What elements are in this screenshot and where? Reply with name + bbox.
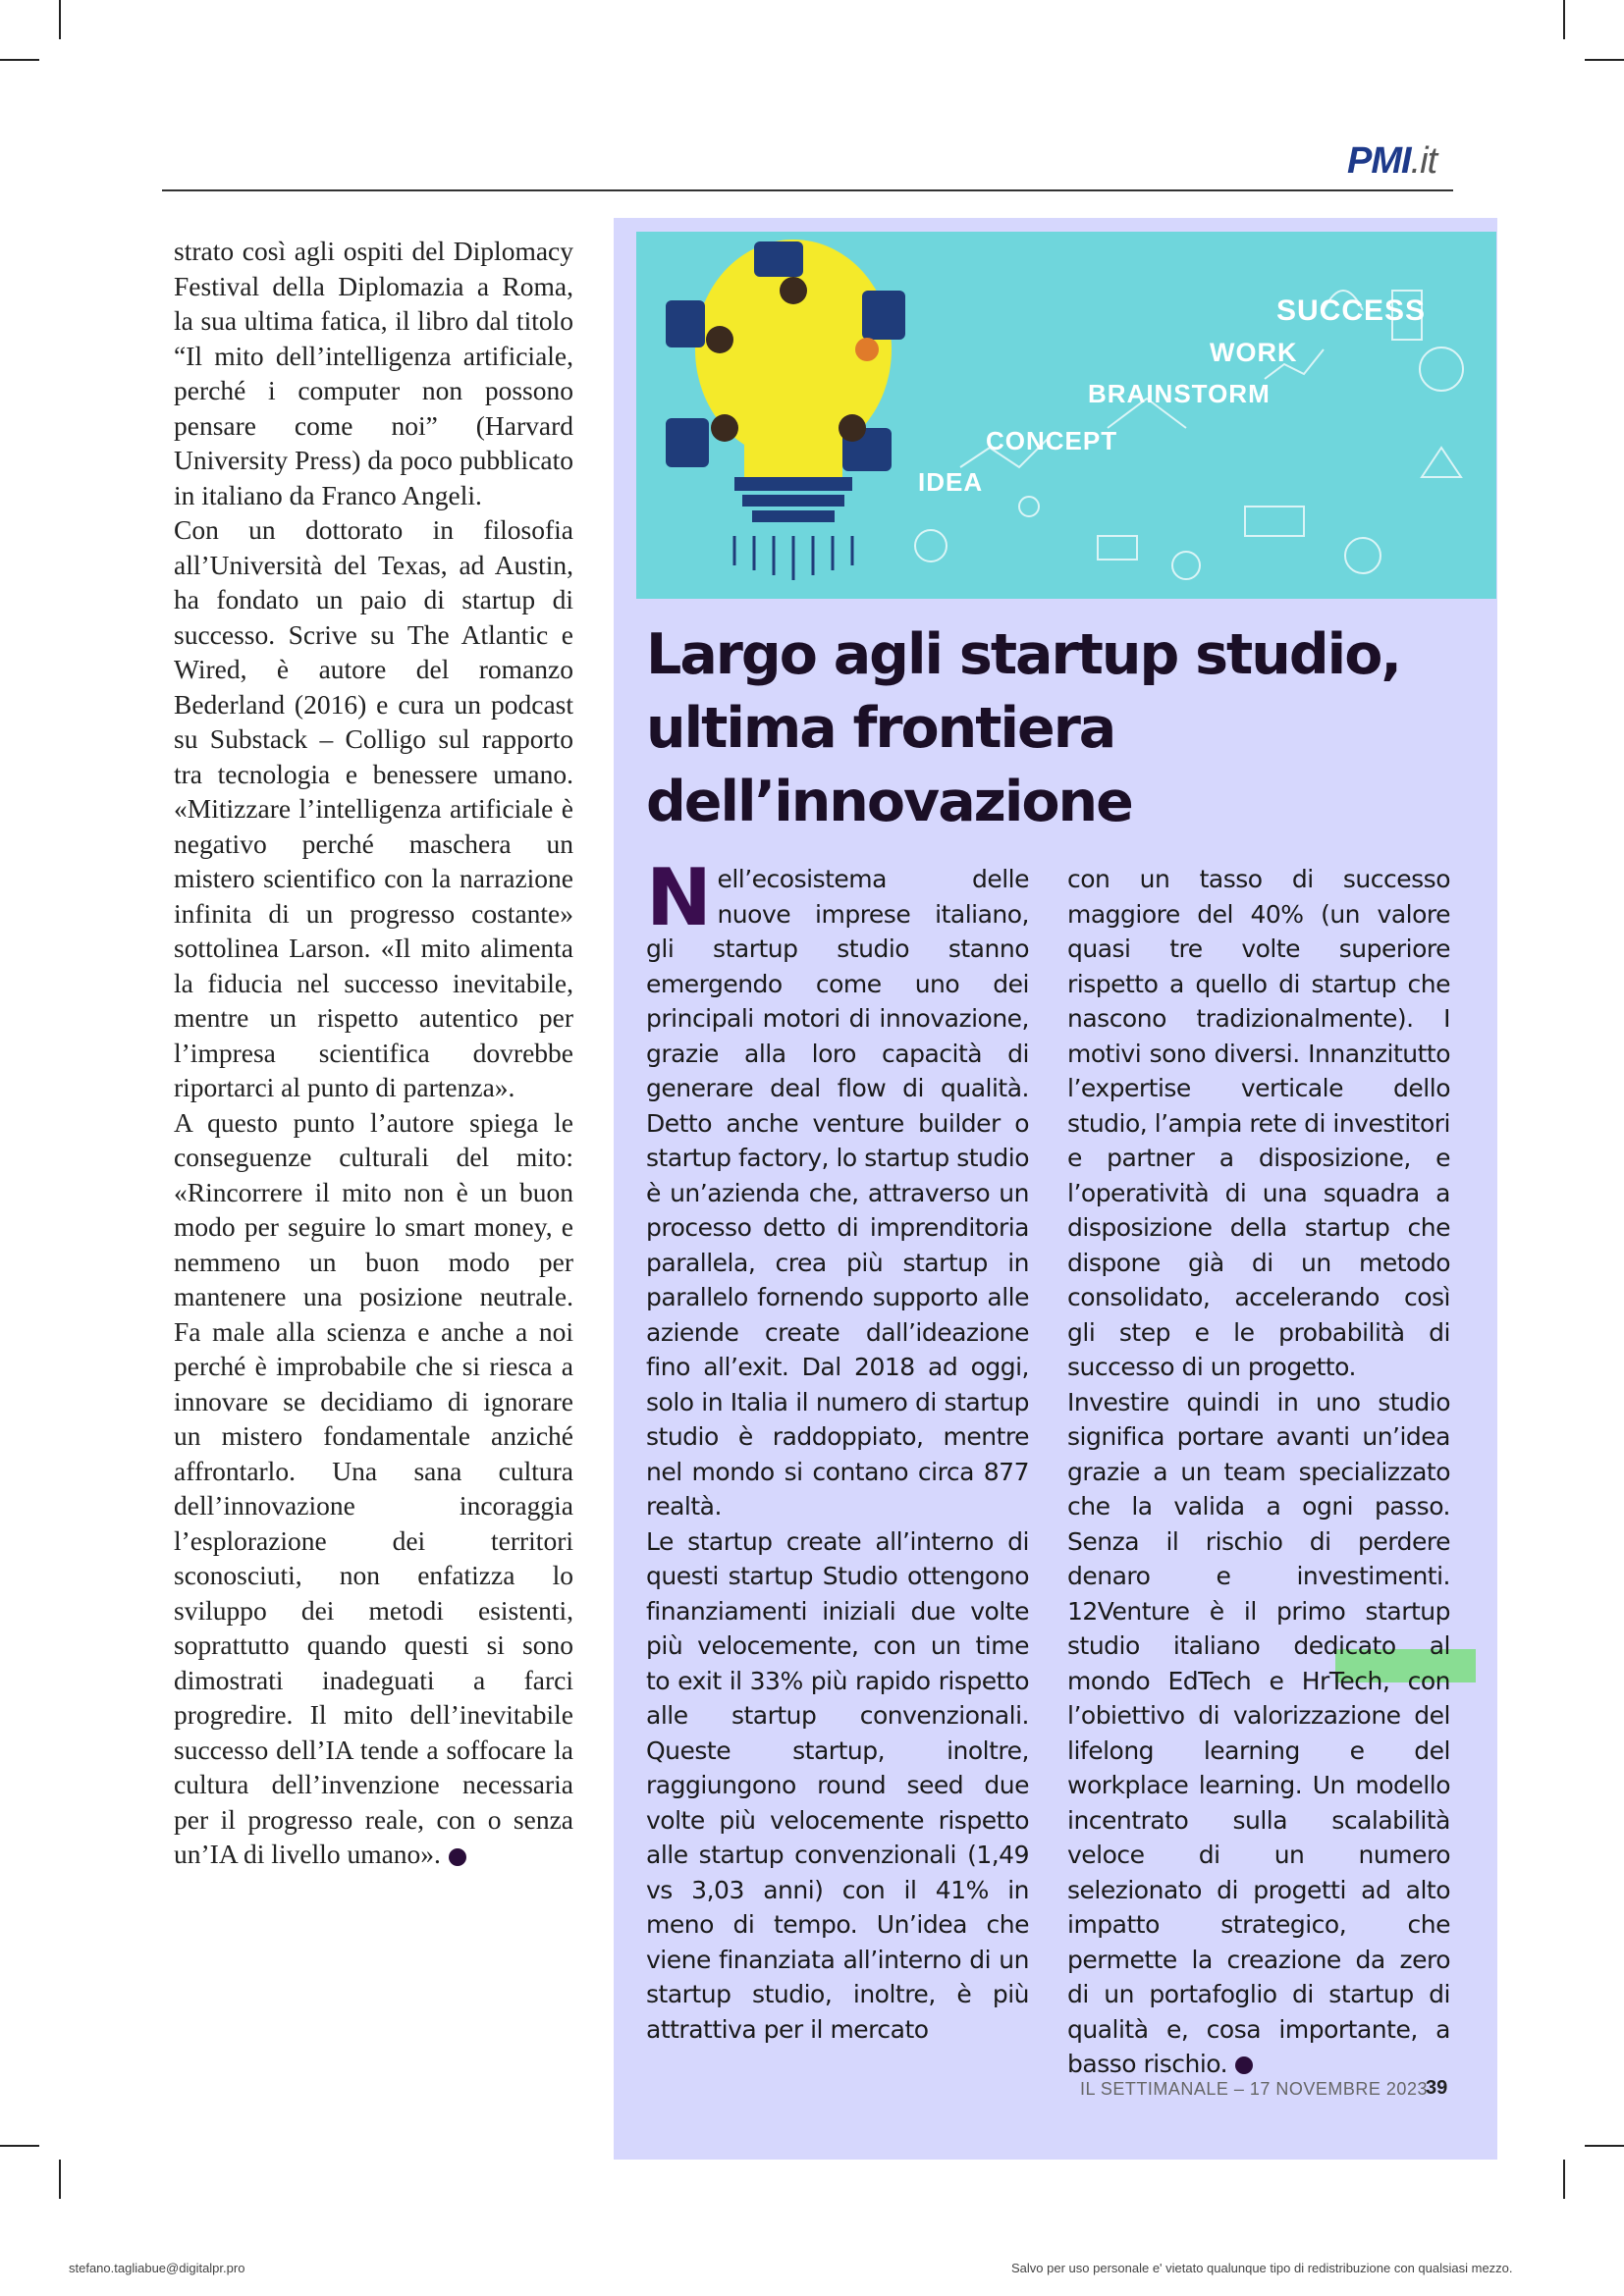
crop-mark — [59, 0, 61, 39]
article-column-left — [646, 852, 1029, 2047]
hero-word: WORK — [1210, 338, 1298, 367]
headline-line: Largo agli startup studio, — [646, 622, 1401, 687]
article-column-right — [1067, 862, 1450, 2082]
left-column-text — [174, 234, 573, 1872]
redistribution-notice: Salvo per uso personale e' vietato qualunque tipo di redistribuzione con qualsiasi mezzo. — [1011, 2261, 1513, 2275]
paragraph: strato così agli ospiti del Diplomacy Festival della Diplomazia a Roma, la sua ultima fatica, il libro dal titolo “Il mito dell’intelligenza artificiale, perché i computer non possono pensare come noi” (Harvard University Press) da poco pubblicato in italiano da Franco Angeli. — [174, 236, 573, 510]
hero-illustration — [636, 232, 1496, 599]
page-number: 39 — [1426, 2077, 1448, 2099]
headline-line: ultima frontiera — [646, 696, 1115, 761]
paragraph-text: Investire quindi in uno studio significa portare avanti un’idea grazie a un team specializzato che la valida a ogni passo. Senza il rischio di perdere denaro e investimenti. 12Venture è il primo startup studio italiano dedicato al mondo EdTech e HrTech, con l’obiettivo di valorizzazione del lifelong learning e del workplace learning. Un modello incentrato sulla scalabilità veloce di un numero selezionato di progetti ad alto impatto strategico, che permette la creazione da zero di un portafoglio di startup di qualità e, cosa importante, a basso rischio. — [1067, 1387, 1450, 2078]
paragraph-text: ell’ecosistema delle nuove imprese italiano, gli startup studio stanno emergendo come uno dei principali motori di innovazione, grazie alla loro capacità di generare deal flow di qualità. Detto anche venture builder o startup factory, lo startup studio è un’azienda che, attraverso un processo detto di imprenditoria parallela, crea più startup in parallelo fornendo supporto alle aziende create dall’ideazione fino all’exit. Dal 2018 ad oggi, solo in Italia il numero di startup studio è raddoppiato, mentre nel mondo si contano circa 877 realtà. — [646, 865, 1029, 1521]
crop-mark — [1585, 2145, 1624, 2147]
hero-word: IDEA — [918, 467, 984, 497]
subscriber-email: stefano.tagliabue@digitalpr.pro — [69, 2261, 245, 2275]
logo-ext: .it — [1410, 140, 1437, 182]
paragraph — [1067, 1385, 1450, 2082]
article-headline — [646, 618, 1471, 839]
header-rule — [162, 189, 1453, 191]
crop-mark — [0, 2145, 39, 2147]
end-mark-icon — [1235, 2056, 1253, 2074]
paragraph: Le startup create all’interno di questi startup Studio ottengono finanziamenti iniziali due volte più velocemente, con un time to exit il 33% più rapido rispetto alle startup convenzionali. Queste startup, inoltre, raggiungono round seed due volte più velocemente rispetto alle startup convenzionali (1,49 vs 3,03 anni) con il 41% in meno di tempo. Un’idea che viene finanziata all’interno di un startup studio, inoltre, è più attrattiva per il mercato — [646, 1526, 1029, 2044]
crop-mark — [1585, 59, 1624, 61]
paragraph: con un tasso di successo maggiore del 40% (un valore quasi tre volte superiore rispetto a quello di startup che nascono tradizionalmente). I motivi sono diversi. Innanzitutto l’expertise verticale dello studio, l’ampia rete di investitori e partner a disposizione, e l’operatività di una squadra a disposizione della startup che dispone già di un metodo consolidato, accelerando così gli step e le probabilità di successo di un progetto. — [1067, 865, 1450, 1381]
paragraph — [174, 1105, 573, 1872]
publication-logo — [1347, 140, 1436, 183]
teamwork-illustration-icon — [636, 232, 1496, 599]
headline-line: dell’innovazione — [646, 770, 1132, 834]
paragraph-text: A questo punto l’autore spiega le conseguenze culturali del mito: «Rincorrere il mito non è un buon modo per seguire lo smart money, e nemmeno un buon modo per mantenere una posizione neutrale. Fa male alla scienza e anche a noi perché è improbabile che si riesca a innovare se decidiamo di ignorare un mistero fondamentale anziché affrontarlo. Una sana cultura dell’innovazione incoraggia l’esplorazione dei territori sconosciuti, non enfatizza lo sviluppo dei metodi esistenti, soprattutto quando questi si sono dimostrati inadeguati a farci progredire. Il mito dell’inevitabile successo dell’IA tende a soffocare la cultura dell’invenzione necessaria per il progresso reale, con o senza un’IA di livello umano». — [174, 1106, 573, 1869]
hero-word: CONCEPT — [986, 426, 1118, 455]
hero-word: BRAINSTORM — [1088, 379, 1271, 408]
logo-main: PMI — [1347, 140, 1411, 182]
hero-word: SUCCESS — [1276, 294, 1427, 327]
crop-mark — [59, 2160, 61, 2199]
drop-cap: N — [646, 852, 712, 943]
crop-mark — [0, 59, 39, 61]
end-mark-icon — [449, 1848, 466, 1866]
crop-mark — [1563, 2160, 1565, 2199]
paragraph — [646, 852, 1029, 1524]
paragraph: Con un dottorato in filosofia all’Università del Texas, ad Austin, ha fondato un paio di startup di successo. Scrive su The Atlantic e Wired, è autore del romanzo Bederland (2016) e cura un podcast su Substack – Colligo sul rapporto tra tecnologia e benessere umano. «Mitizzare l’intelligenza artificiale è negativo perché maschera un mistero scientifico con la narrazione infinita di un progresso costante» sottolinea Larson. «Il mito alimenta la fiducia nel successo inevitabile, mentre un rispetto autentico per l’impresa scientifica dovrebbe riportarci al punto di partenza». — [174, 514, 573, 1102]
crop-mark — [1563, 0, 1565, 39]
issue-date: IL SETTIMANALE – 17 NOVEMBRE 2023 — [1080, 2079, 1428, 2099]
